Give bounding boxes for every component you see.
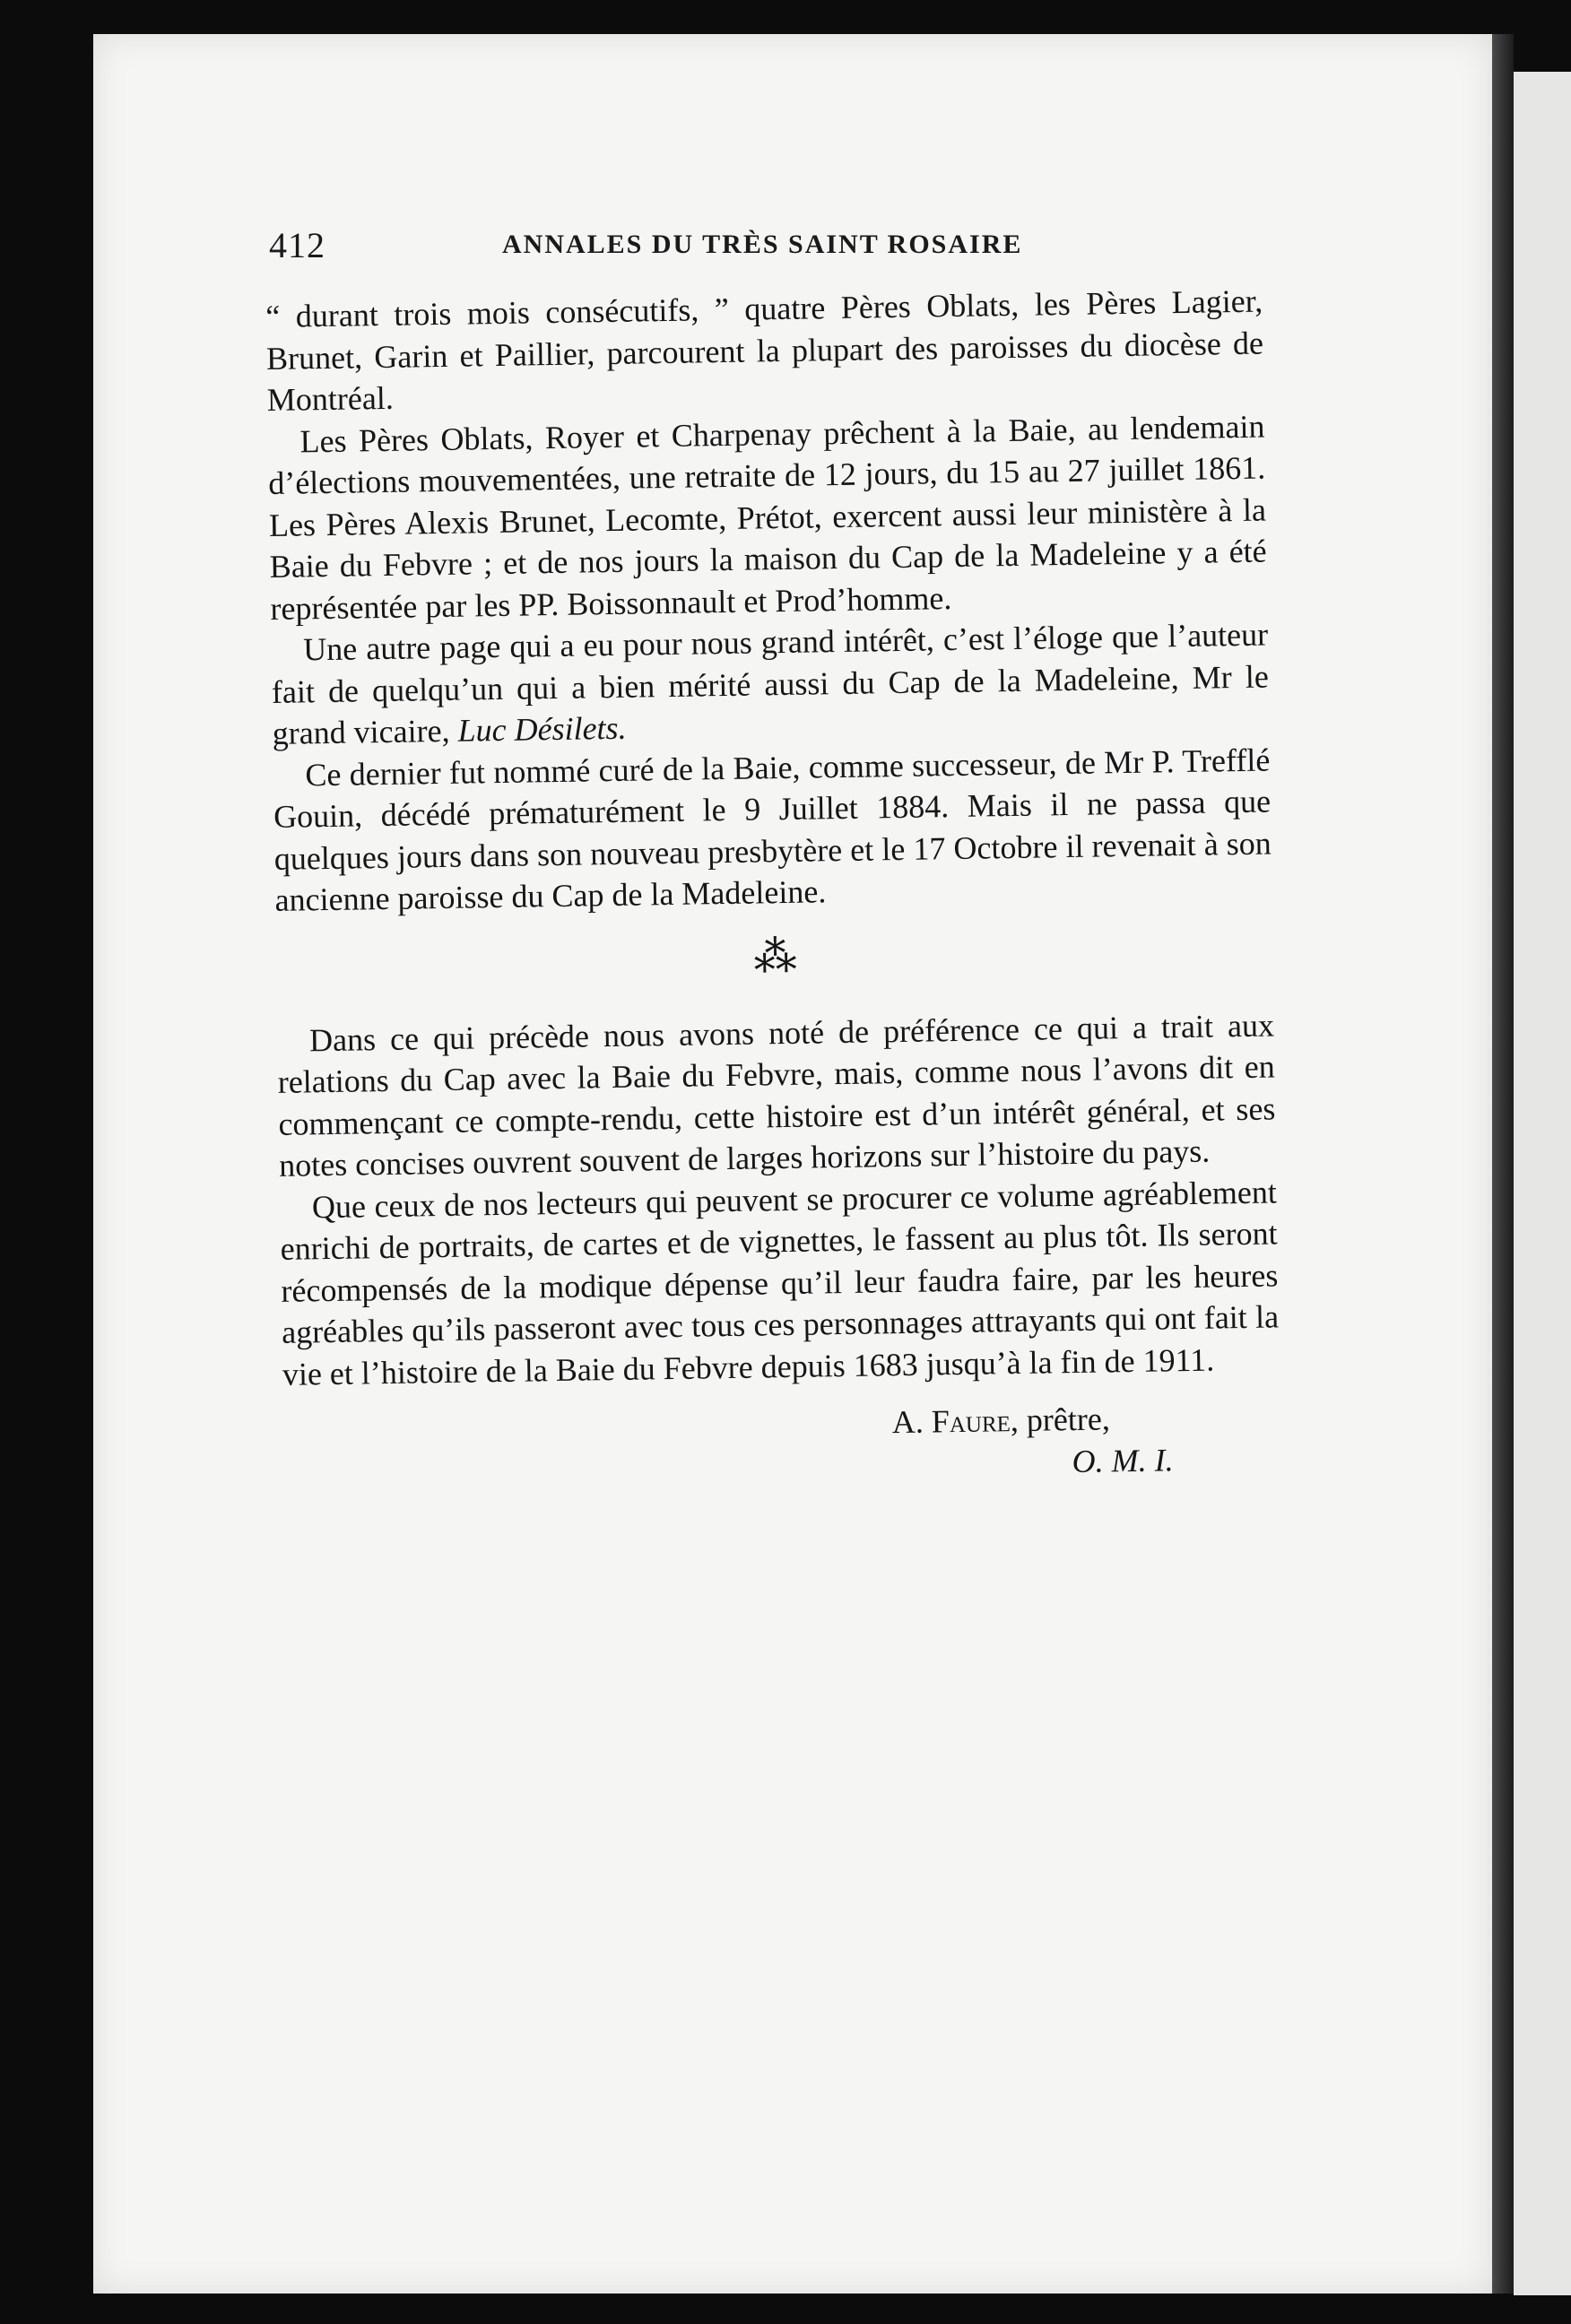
adjacent-page-edge xyxy=(1514,72,1571,2295)
signature-name: Faure xyxy=(931,1402,1011,1440)
signature-order: O. M. I. xyxy=(1072,1441,1174,1479)
paragraph-3-text: Une autre page qui a eu pour nous grand intérêt, c’est l’éloge que l’auteur fait de quelqu’un qui a bien mérité aussi du Cap de la Madeleine, Mr le grand vicaire, xyxy=(271,616,1270,751)
running-title: ANNALES DU TRÈS SAINT ROSAIRE xyxy=(502,230,1023,259)
body-text xyxy=(265,281,1281,1495)
paragraph-3 xyxy=(271,613,1270,754)
italic-name: Luc Désilets. xyxy=(457,709,627,749)
signature-initial: A. xyxy=(891,1403,924,1441)
paragraph-2: Les Pères Oblats, Royer et Charpenay prêchent à la Baie, au lendemain d’élections mouvementées, une retraite de 12 jours, du 15 au 27 juillet 1861. Les Pères Alexis Brunet, Lecomte, Prétot, exercent aussi leur ministère à la Baie du Febvre ; et de nos jours la maison du Cap de la Madeleine y a été représentée par les PP. Boissonnault et Prod’homme. xyxy=(267,408,1267,627)
signature-suffix: , prêtre, xyxy=(1010,1400,1111,1439)
asterism-separator: ⁂ xyxy=(753,932,796,982)
paragraph-6: Que ceux de nos lecteurs qui peuvent se procurer ce volume agréablement enrichi de portraits, de cartes et de vignettes, le fassent au plus tôt. Ils seront récompensés de la modique dépense qu’il leur faudra faire, par les heures agréables qu’ils passeront avec tous ces personnages attrayants qui ont fait la vie et l’histoire de la Baie du Febvre depuis 1683 jusqu’à la fin de 1911. xyxy=(280,1173,1280,1392)
page-number: 412 xyxy=(269,225,325,265)
page-gutter-shadow xyxy=(1492,34,1514,2294)
paragraph-4: Ce dernier fut nommé curé de la Baie, comme successeur, de Mr P. Trefflé Gouin, décédé prématurément le 9 Juillet 1884. Mais il ne passa que quelques jours dans son nouveau presbytère et le 17 Octobre il revenait à son ancienne paroisse du Cap de la Madeleine. xyxy=(273,741,1272,918)
paragraph-5: Dans ce qui précède nous avons noté de préférence ce qui a trait aux relations du Cap avec la Baie du Febvre, mais, comme nous l’avons dit en commençant ce compte-rendu, cette histoire est d’un intérêt général, et ses notes concises ouvrent souvent de larges horizons sur l’histoire du pays. xyxy=(277,1006,1276,1184)
paragraph-1: “ durant trois mois consécutifs, ” quatre Pères Oblats, les Pères Lagier, Brunet, Garin et Paillier, parcourent la plupart des paroisses du diocèse de Montréal. xyxy=(265,282,1264,418)
page-header xyxy=(269,224,1076,269)
